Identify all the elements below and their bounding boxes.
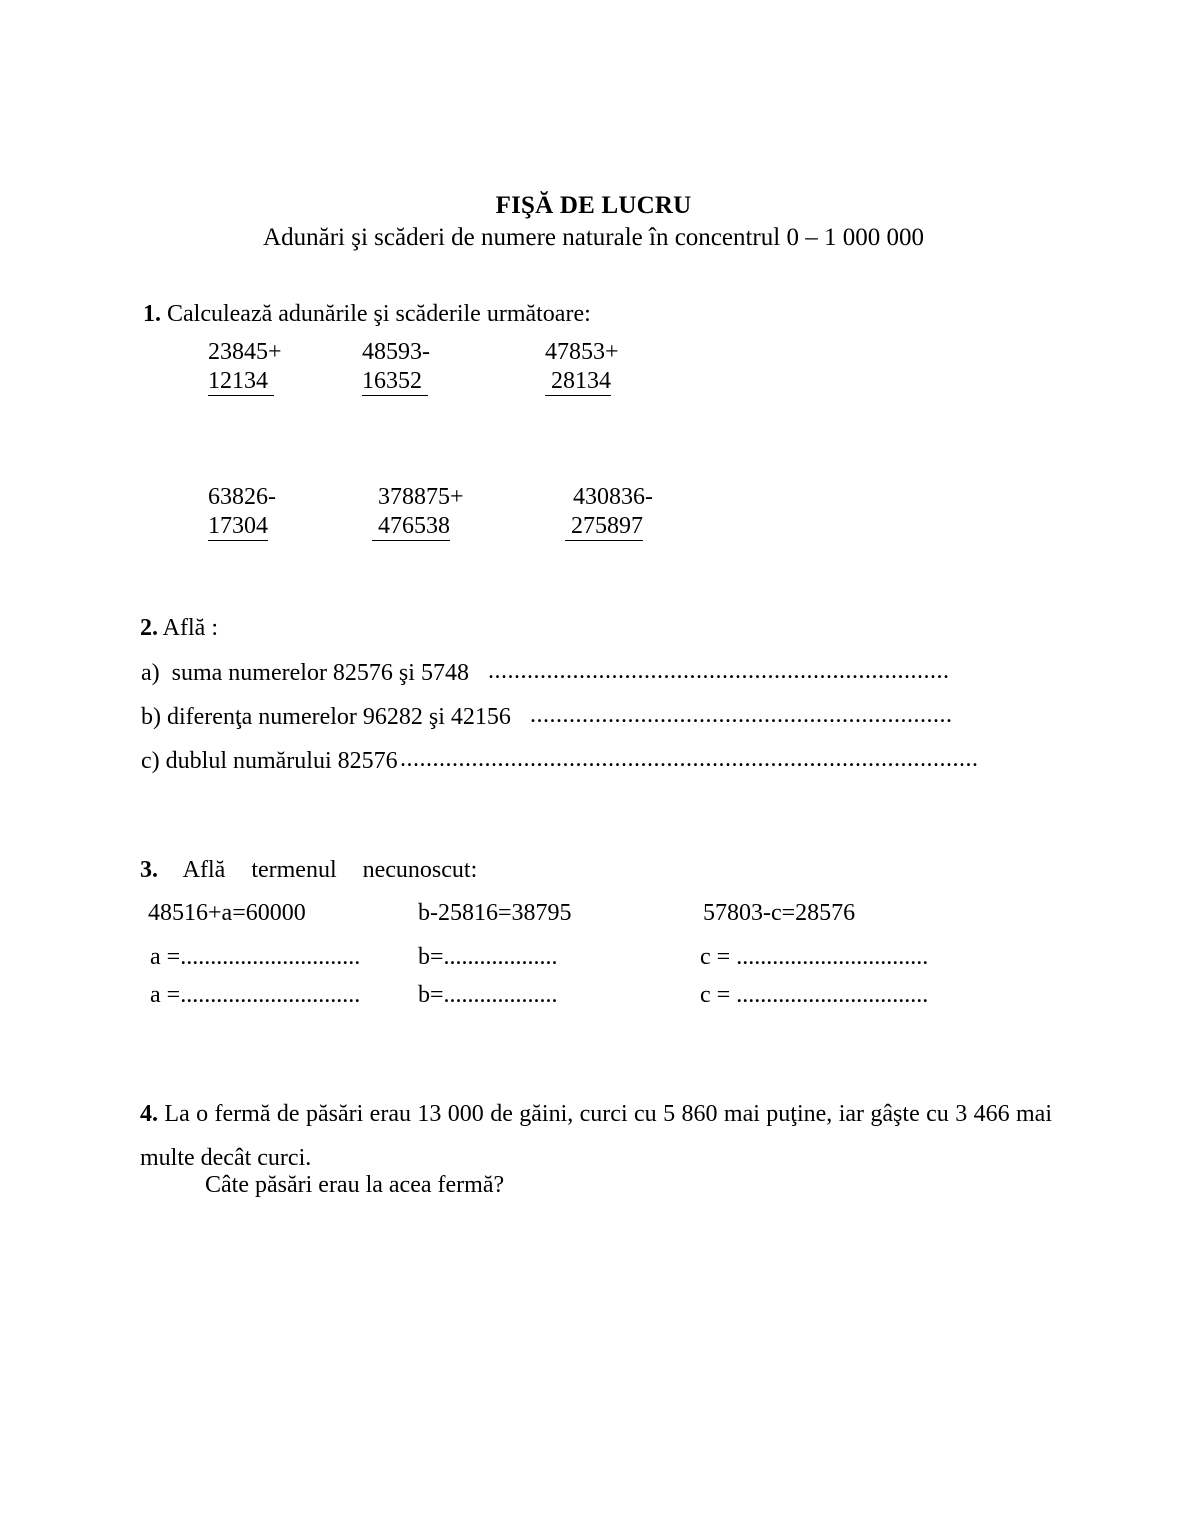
exercise-3-blank-c-row1[interactable]: c = ................................ [700, 944, 929, 970]
exercise-1-heading [143, 299, 591, 329]
exercise-3-equation-c: 57803-c=28576 [703, 900, 856, 926]
ex1-underline-r1c3: 28134 [545, 368, 611, 394]
exercise-2-number: 2. [140, 615, 158, 641]
exercise-2-heading [140, 613, 218, 643]
ex1-operand-top-r2c3: 430836- [573, 484, 653, 510]
ex1-operand-bottom-r2c3 [565, 511, 643, 541]
ex1-operand-top-r2c2: 378875+ [378, 484, 464, 510]
page-subtitle: Adunări şi scăderi de numere naturale în concentrul 0 – 1 000 000 [263, 224, 924, 251]
ex1-operand-bottom-r1c2 [362, 366, 428, 396]
exercise-3-blank-b-row1[interactable]: b=................... [418, 944, 558, 970]
exercise-1-heading-text: Calculează adunările şi scăderile următoare: [161, 301, 591, 327]
ex1-operand-bottom-r1c3 [545, 366, 611, 396]
exercise-3-equation-a: 48516+a=60000 [148, 900, 306, 926]
exercise-2-item-a-answer-blank[interactable]: ....................................................................... [488, 658, 950, 684]
exercise-1-number: 1. [143, 301, 161, 327]
exercise-2-item-c-label: c) dublul numărului 82576 [141, 748, 398, 774]
ex1-operand-top-r2c1: 63826- [208, 484, 276, 510]
exercise-3-heading [140, 855, 477, 885]
exercise-2-item-a-label: a) suma numerelor 82576 şi 5748 [141, 660, 469, 686]
ex1-underline-r2c2: 476538 [372, 513, 450, 539]
ex1-operand-bottom-r1c1 [208, 366, 274, 396]
ex1-underline-r1c2: 16352 [362, 368, 428, 394]
exercise-3-blank-a-row1[interactable]: a =.............................. [150, 944, 361, 970]
exercise-3-blank-b-row2[interactable]: b=................... [418, 982, 558, 1008]
ex1-underline-r1c1: 12134 [208, 368, 274, 394]
ex1-operand-top-r1c3: 47853+ [545, 339, 619, 365]
exercise-2-item-b-answer-blank[interactable]: ................................................................. [530, 702, 953, 728]
exercise-4-question: Câte păsări erau la acea fermă? [205, 1172, 505, 1198]
exercise-3-heading-text: Află termenul necunoscut: [158, 857, 478, 883]
exercise-3-blank-a-row2[interactable]: a =.............................. [150, 982, 361, 1008]
exercise-4-body [140, 1092, 1052, 1181]
exercise-2-item-c-answer-blank[interactable]: ......................................................................................... [400, 746, 979, 772]
exercise-2-item-b-label: b) diferenţa numerelor 96282 şi 42156 [141, 704, 511, 730]
exercise-4-body-text: La o fermă de păsări erau 13 000 de găini, curci cu 5 860 mai puţine, iar gâşte cu 3 466 mai multe decât curci. [140, 1101, 1052, 1172]
exercise-3-blank-c-row2[interactable]: c = ................................ [700, 982, 929, 1008]
ex1-underline-r2c1: 17304 [208, 513, 268, 539]
ex1-operand-bottom-r2c1 [208, 511, 268, 541]
ex1-operand-top-r1c1: 23845+ [208, 339, 282, 365]
ex1-operand-bottom-r2c2 [372, 511, 450, 541]
exercise-3-equation-b: b-25816=38795 [418, 900, 572, 926]
exercise-4-number: 4. [140, 1101, 158, 1127]
exercise-2-heading-text: Află : [158, 615, 218, 641]
ex1-operand-top-r1c2: 48593- [362, 339, 430, 365]
ex1-underline-r2c3: 275897 [565, 513, 643, 539]
exercise-3-number: 3. [140, 857, 158, 883]
page-title: FIŞĂ DE LUCRU [495, 192, 692, 219]
